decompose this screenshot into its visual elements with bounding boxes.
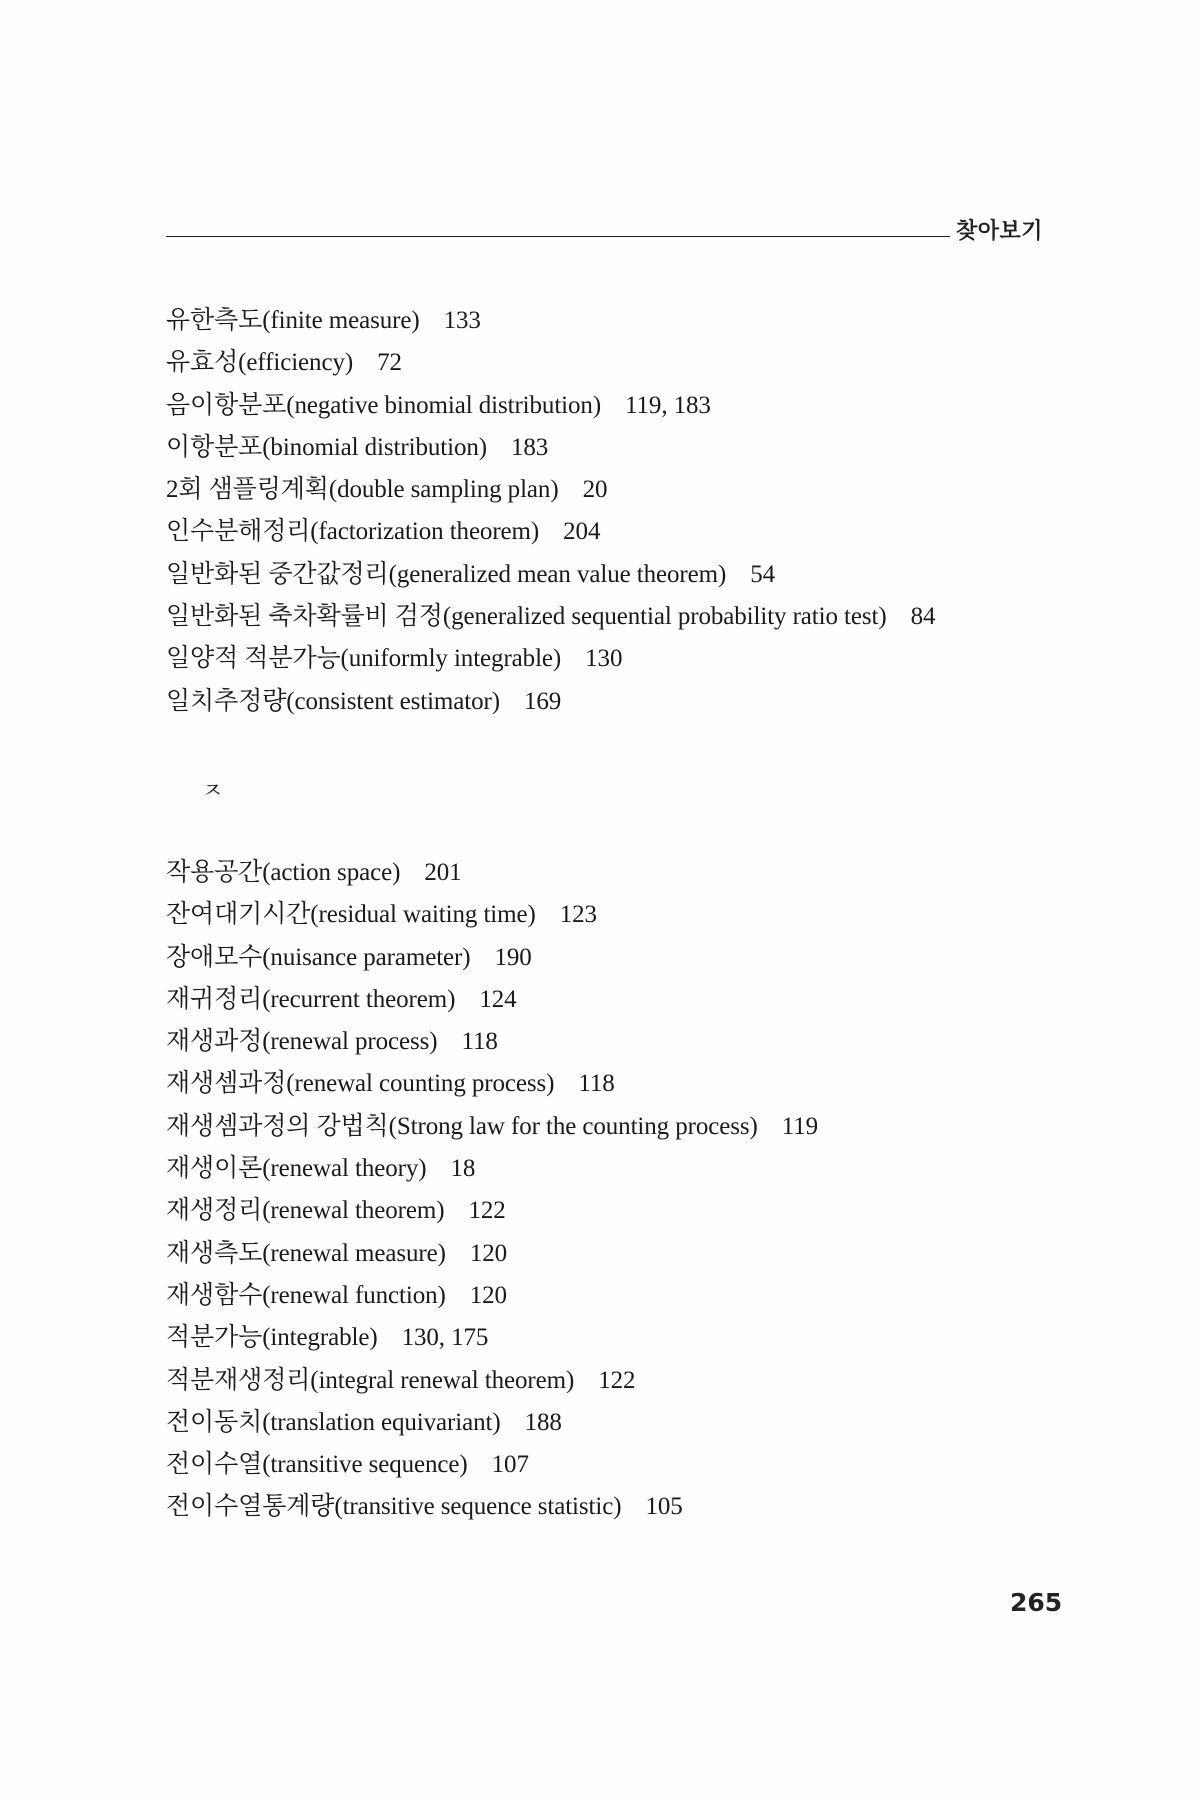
index-term: 재생함수(renewal function)	[166, 1281, 446, 1309]
index-entry	[166, 300, 935, 342]
index-pages: 72	[377, 349, 402, 377]
index-term: 이항분포(binomial distribution)	[166, 433, 487, 461]
index-entry	[166, 1444, 818, 1486]
index-term: 전이수열통계량(transitive sequence statistic)	[166, 1493, 622, 1521]
index-entry	[166, 342, 935, 384]
index-term: 잔여대기시간(residual waiting time)	[166, 901, 536, 929]
index-term: 재생정리(renewal theorem)	[166, 1197, 445, 1225]
index-pages: 119	[781, 1112, 819, 1140]
index-term: 일치추정량(consistent estimator)	[166, 687, 500, 715]
index-term: 적분재생정리(integral renewal theorem)	[166, 1366, 575, 1394]
index-term: 장애모수(nuisance parameter)	[166, 943, 471, 971]
index-pages: 183	[510, 433, 549, 461]
running-header-title: 찾아보기	[956, 219, 1044, 244]
index-term: 작용공간(action space)	[166, 859, 401, 886]
index-term: 2회 샘플링계획(double sampling plan)	[166, 476, 559, 504]
index-pages: 54	[750, 560, 775, 588]
header-rule	[166, 236, 950, 237]
index-pages: 130	[585, 645, 623, 673]
index-entry	[166, 511, 935, 553]
index-term: 일반화된 축차확률비 검정(generalized sequential probability ratio test)	[166, 603, 887, 631]
index-pages: 188	[524, 1408, 562, 1436]
index-pages: 18	[450, 1155, 476, 1183]
index-entry	[166, 469, 935, 511]
index-entry	[166, 1190, 818, 1232]
index-pages: 107	[491, 1451, 529, 1479]
index-pages: 120	[469, 1239, 508, 1267]
index-term: 재생이론(renewal theory)	[166, 1155, 427, 1183]
index-entry	[166, 1275, 818, 1317]
index-entry	[166, 427, 935, 469]
index-entry	[166, 638, 935, 680]
index-term: 재생과정(renewal process)	[166, 1028, 438, 1056]
index-pages: 118	[578, 1070, 615, 1098]
index-entry	[166, 937, 818, 979]
index-entry	[166, 1402, 818, 1444]
index-entry	[166, 385, 935, 427]
index-pages: 122	[468, 1197, 506, 1225]
section-heading-letter: ㅈ	[202, 779, 224, 804]
index-term: 유효성(efficiency)	[166, 349, 354, 377]
index-entry	[166, 1106, 818, 1148]
index-entry	[166, 1148, 818, 1190]
index-pages: 119, 183	[625, 391, 711, 419]
index-term: 재생셈과정(renewal counting process)	[166, 1070, 555, 1098]
index-term: 인수분해정리(factorization theorem)	[166, 518, 540, 546]
index-pages: 122	[598, 1366, 636, 1394]
index-pages: 130, 175	[401, 1324, 489, 1352]
index-entry	[166, 894, 818, 936]
index-entry	[166, 1063, 818, 1105]
index-pages: 190	[494, 943, 532, 971]
index-pages: 105	[645, 1493, 683, 1521]
index-term: 일반화된 중간값정리(generalized mean value theorem)	[166, 560, 727, 588]
index-block-1	[166, 300, 935, 723]
index-term: 재귀정리(recurrent theorem)	[166, 985, 456, 1013]
index-pages: 124	[479, 985, 517, 1013]
index-pages: 120	[469, 1281, 507, 1309]
index-entry	[166, 596, 935, 638]
index-pages: 20	[582, 476, 608, 504]
index-block-2	[166, 852, 818, 1529]
index-entry	[166, 554, 935, 596]
index-term: 음이항분포(negative binomial distribution)	[166, 391, 602, 419]
index-pages: 201	[424, 859, 462, 886]
index-term: 재생셈과정의 강법칙(Strong law for the counting process)	[166, 1112, 758, 1140]
index-entry	[166, 1360, 818, 1402]
index-term: 재생측도(renewal measure)	[166, 1239, 446, 1267]
index-term: 일양적 적분가능(uniformly integrable)	[166, 645, 562, 673]
index-term: 전이동치(translation equivariant)	[166, 1408, 501, 1436]
index-term: 유한측도(finite measure)	[166, 307, 420, 334]
index-pages: 169	[523, 687, 562, 715]
index-entry	[166, 1317, 818, 1359]
index-entry	[166, 1021, 818, 1063]
index-term: 적분가능(integrable)	[166, 1324, 378, 1352]
index-entry	[166, 979, 818, 1021]
index-pages: 133	[443, 307, 481, 334]
index-pages: 84	[910, 603, 936, 631]
index-pages: 123	[559, 901, 597, 929]
index-entry	[166, 852, 818, 894]
index-entry	[166, 1486, 818, 1528]
page-number: 265	[1010, 1588, 1063, 1617]
index-entry	[166, 681, 935, 723]
index-entry	[166, 1233, 818, 1275]
index-term: 전이수열(transitive sequence)	[166, 1451, 468, 1479]
index-pages: 204	[563, 518, 601, 546]
index-pages: 118	[461, 1028, 498, 1056]
